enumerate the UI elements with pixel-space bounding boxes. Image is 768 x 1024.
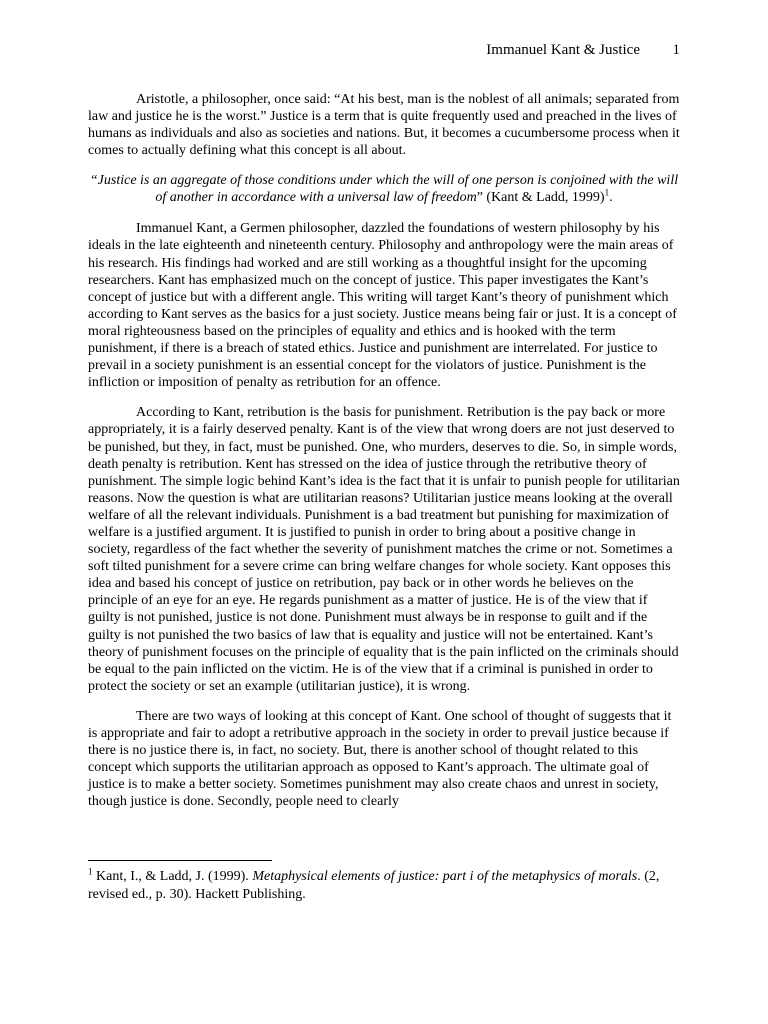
footnote-ref[interactable]: 1 <box>604 187 610 198</box>
quote-end: . <box>609 190 613 206</box>
footnote-divider <box>88 860 272 861</box>
block-quote <box>88 172 680 206</box>
footnote <box>88 868 680 904</box>
footnote-title: Metaphysical elements of justice: part i of the metaphysics of morals <box>252 869 638 884</box>
running-header <box>88 42 680 59</box>
quote-citation: ” (Kant & Ladd, 1999) <box>476 190 605 206</box>
paragraph-kant-intro: Immanuel Kant, a Germen philosopher, dazzled the foundations of western philosophy by his ideals in the late eighteenth and nineteenth century. Philosophy and anthropology were the main areas of his research. His findings had worked and are still working as a thoughtful insight for the upcoming researchers. Kant has emphasized much on the concept of justice. This paper investigates the Kant’s concept of justice but with a different angle. This writing will target Kant’s theory of punishment which according to Kant serves as the basics for a just society. Justice means being fair or just. It is a concept of moral righteousness based on the principles of equality and ethics and is hooked with the term punishment, if there is a breach of stated ethics. Justice and punishment are interrelated. For justice to prevail in a society punishment is an essential concept for the violators of justice. Punishment is the infliction or imposition of penalty as retribution for an offence. <box>88 221 677 391</box>
paragraph-intro: Aristotle, a philosopher, once said: “At his best, man is the noblest of all animals; separated from law and justice he is the worst.” Justice is a term that is quite frequently used and preached in the lives of humans as individuals and also as societies and nations. But, it becomes a cucumbersome process when it comes to actually defining what this concept is all about. <box>88 92 680 159</box>
footnote-marker: 1 <box>88 866 93 877</box>
document-body <box>88 91 680 823</box>
page-number: 1 <box>672 42 680 58</box>
paragraph-two-ways: There are two ways of looking at this concept of Kant. One school of thought of suggests that it is appropriate and fair to adopt a retributive approach in the society in order to prevail justice because if there is no justice there is, in fact, no society. But, there is another school of thought related to this concept which supports the utilitarian approach as opposed to Kant’s approach. The ultimate goal of justice is to make a better society. Sometimes punishment may also create chaos and unrest in society, though justice is done. Secondly, people need to clearly <box>88 708 672 810</box>
footnote-details: . (2, revised ed., p. 30). Hackett Publishing. <box>88 869 660 902</box>
running-title: Immanuel Kant & Justice <box>486 42 640 58</box>
quote-text: “Justice is an aggregate of those conditions under which the will of one person is conjoined with the will of another in accordance with a universal law of freedom <box>89 173 679 206</box>
footnote-authors: Kant, I., & Ladd, J. (1999). <box>92 869 253 884</box>
paragraph-retribution: According to Kant, retribution is the basis for punishment. Retribution is the pay back or more appropriately, it is a fairly deserved penalty. Kant is of the view that wrong doers are not just deserved to be punished, but they, in fact, must be punished. One, who murders, deserves to die. So, in simple words, death penalty is retribution. Kent has stressed on the idea of justice through the retributive theory of punishment. The simple logic behind Kant’s idea is the fact that it is unfair to punish people for utilitarian reasons. Now the question is what are utilitarian reasons? Utilitarian justice means looking at the overall welfare of all the relevant individuals. Punishment is a bad treatment but punishing for maximization of welfare is a justified argument. It is justified to punish in order to bring about a positive change in society, regardless of the fact whether the severity of punishment matches the crime or not. Sometimes a soft tilted punishment for a severe crime can bring welfare changes for whole society. Kant opposes this idea and based his concept of justice on retribution, pay back or in other words he believes on the principle of an eye for an eye. He regards punishment as a matter of justice. He is of the view that if guilty is not punished, justice is not done. Punishment must always be in response to guilt and if the guilty is not punished the two basics of law that is equality and justice will not be entertained. Kant’s theory of punishment focuses on the principle of equality that is the pain inflicted on the criminals should be equal to the pain inflicted on the victim. He is of the view that if a criminal is punished in order to protect the society or set an example (utilitarian justice), it is wrong. <box>88 405 680 694</box>
